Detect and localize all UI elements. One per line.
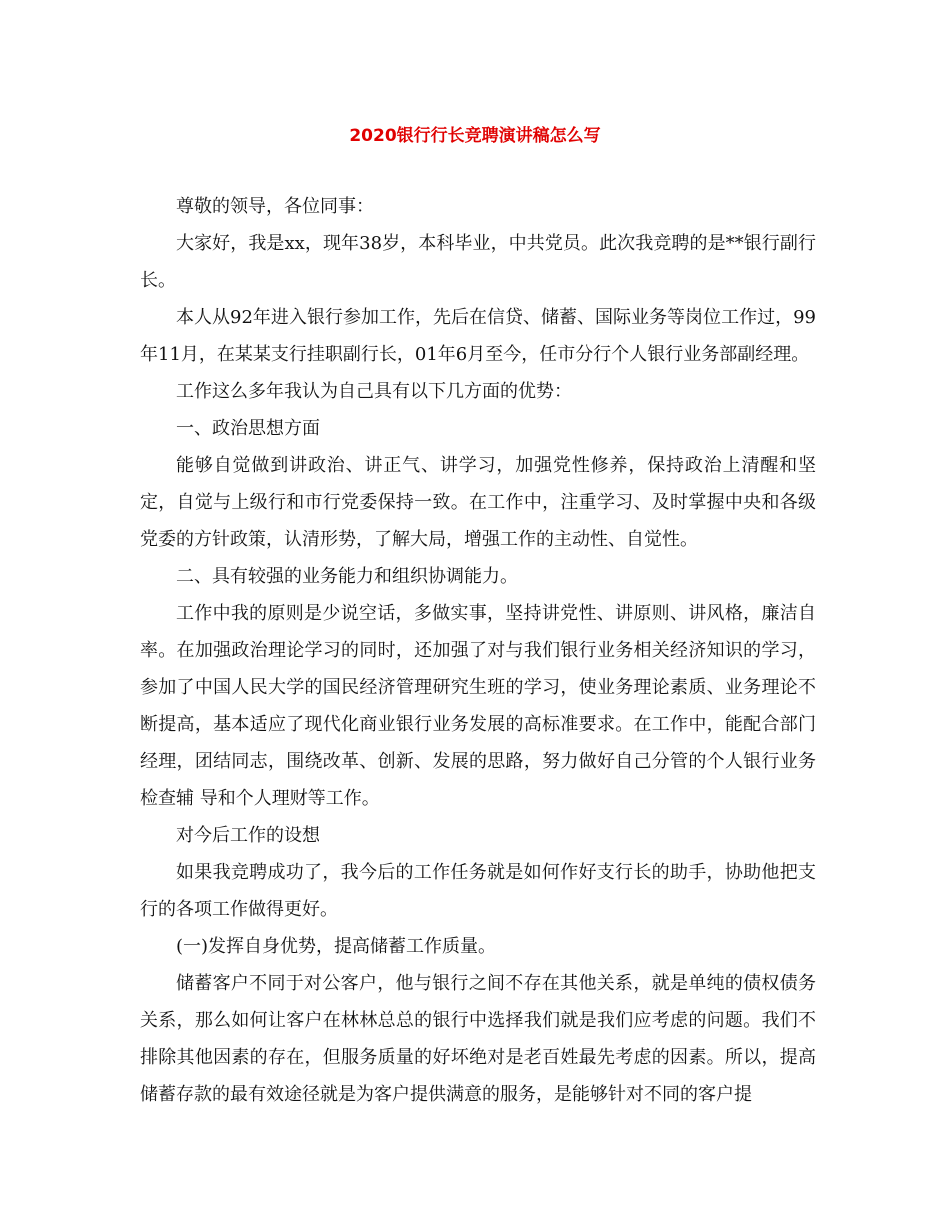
document-title: 2020银行行长竞聘演讲稿怎么写 <box>349 126 601 146</box>
document-body <box>140 188 816 1113</box>
paragraph-savings: 储蓄客户不同于对公客户，他与银行之间不存在其他关系，就是单纯的债权债务关系，那么如何让客户在林林总总的银行中选择我们就是我们应考虑的问题。我们不排除其他因素的存在，但服务质量的好坏绝对是老百姓最先考虑的因素。所以，提高储蓄存款的最有效途径就是为客户提供满意的服务，是能够针对不同的客户提 <box>140 973 816 1105</box>
paragraph-political: 能够自觉做到讲政治、讲正气、讲学习，加强党性修养，保持政治上清醒和坚定，自觉与上级行和市行党委保持一致。在工作中，注重学习、及时掌握中央和各级党委的方针政策，认清形势，了解大局，增强工作的主动性、自觉性。 <box>140 455 816 550</box>
section-heading-political: 一、政治思想方面 <box>176 418 320 439</box>
paragraph-introduction: 大家好，我是xx，现年38岁，本科毕业，中共党员。此次我竞聘的是**银行副行长。 <box>140 233 816 291</box>
paragraph-business: 工作中我的原则是少说空话，多做实事，坚持讲党性、讲原则、讲风格，廉洁自率。在加强政治理论学习的同时，还加强了对与我们银行业务相关经济知识的学习，参加了中国人民大学的国民经济管理研究生班的学习，使业务理论素质、业务理论不断提高，基本适应了现代化商业银行业务发展的高标准要求。在工作中，能配合部门经理，团结同志，围绕改革、创新、发展的思路，努力做好自己分管的个人银行业务检查辅 导和个人理财等工作。 <box>140 603 816 809</box>
paragraph-greeting: 尊敬的领导，各位同事： <box>176 196 374 217</box>
section-heading-business: 二、具有较强的业务能力和组织协调能力。 <box>176 566 518 587</box>
paragraph-work-history: 本人从92年进入银行参加工作，先后在信贷、储蓄、国际业务等岗位工作过，99年11月，在某某支行挂职副行长，01年6月至今，任市分行个人银行业务部副经理。 <box>140 307 816 365</box>
paragraph-advantages-intro: 工作这么多年我认为自己具有以下几方面的优势： <box>176 381 572 402</box>
paragraph-plans: 如果我竞聘成功了，我今后的工作任务就是如何作好支行长的助手，协助他把支行的各项工作做得更好。 <box>140 862 816 920</box>
section-heading-plans: 对今后工作的设想 <box>176 825 320 846</box>
subsection-heading-savings: (一)发挥自身优势，提高储蓄工作质量。 <box>176 936 497 957</box>
